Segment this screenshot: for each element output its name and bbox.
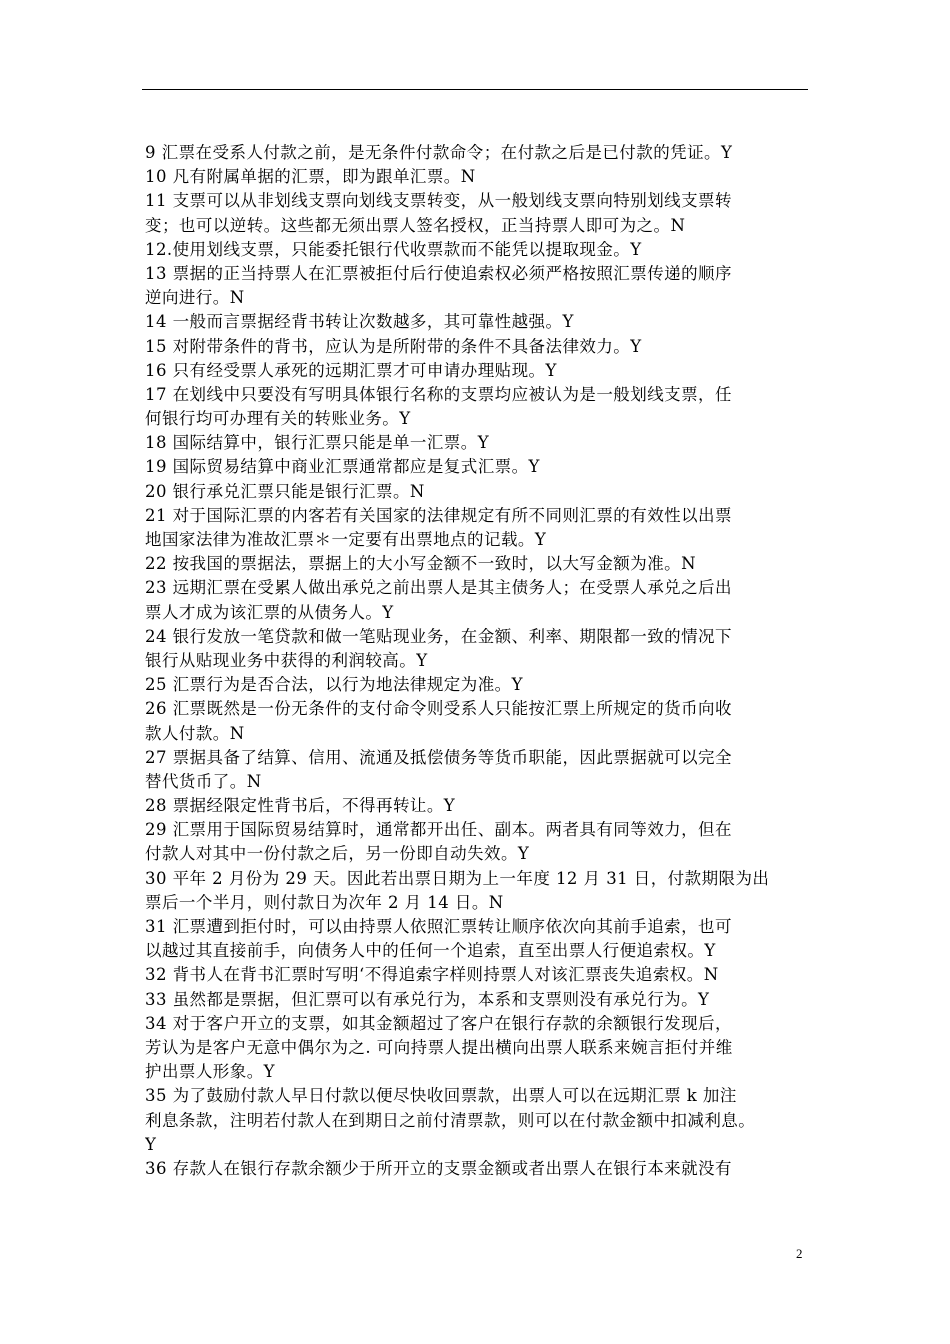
text-line: 10 凡有附属单据的汇票，即为跟单汇票。N [145,167,476,187]
text-line: 32 背书人在背书汇票时写明‘不得追索字样则持票人对该汇票丧失追索权。N [145,965,719,985]
text-line: 护出票人形象。Y [145,1062,275,1082]
text-line: 34 对于客户开立的支票，如其金额超过了客户在银行存款的余额银行发现后， [145,1013,732,1033]
text-line: 36 存款人在银行存款余额少于所开立的支票金额或者出票人在银行本来就没有 [145,1158,732,1178]
text-line: 24 银行发放一笔贷款和做一笔贴现业务，在金额、利率、期限都一致的情况下 [145,626,732,646]
text-line: 19 国际贸易结算中商业汇票通常都应是复式汇票。Y [145,457,540,477]
header-rule [142,89,808,90]
text-line: 27 票据具备了结算、信用、流通及抵偿债务等货币职能，因此票据就可以完全 [145,747,732,767]
text-line: 33 虽然都是票据，但汇票可以有承兑行为，本系和支票则没有承兑行为。Y [145,989,710,1009]
text-line: 款人付款。N [145,723,245,743]
text-line: 29 汇票用于国际贸易结算时，通常都开出任、副本。两者具有同等效力，但在 [145,820,732,840]
text-line: 18 国际结算中，银行汇票只能是单一汇票。Y [145,433,490,453]
text-line: 20 银行承兑汇票只能是银行汇票。N [145,481,425,501]
text-line: 30 平年 2 月份为 29 天。因此若出票日期为上一年度 12 月 31 日，付款期限为出 [145,868,770,888]
document-body [145,141,809,1181]
text-line: 票后一个半月，则付款日为次年 2 月 14 日。N [145,892,504,912]
text-line: 31 汇票遭到拒付时，可以由持票人依照汇票转让顺序依次向其前手追索，也可 [145,917,732,936]
text-line: 35 为了鼓励付款人早日付款以便尽快收回票款，出票人可以在远期汇票 k 加注 [145,1086,737,1106]
text-line: 17 在划线中只要没有写明具体银行名称的支票均应被认为是一般划线支票，任 [145,384,732,404]
text-line: 28 票据经限定性背书后，不得再转让。Y [145,796,456,816]
text-line: 变；也可以逆转。这些都无须出票人签名授权，正当持票人即可为之。N [145,215,686,235]
text-line: 芳认为是客户无意中偶尔为之. 可向持票人提出横向出票人联系来婉言拒付并维 [145,1037,733,1057]
text-line: Y [145,1134,157,1154]
text-line: 利息条款，注明若付款人在到期日之前付清票款，则可以在付款金额中扣减利息。 [145,1110,756,1130]
text-line: 付款人对其中一份付款之后，另一份即自动失效。Y [145,844,530,864]
text-line: 替代货币了。N [145,771,262,791]
text-line: 22 按我国的票据法，票据上的大小写金额不一致时，以大写金额为准。N [145,554,696,574]
text-line: 以越过其直接前手，向债务人中的任何一个追索，直至出票人行便追索权。Y [145,941,716,961]
text-line: 银行从贴现业务中获得的利润较高。Y [145,650,428,670]
text-line: 25 汇票行为是否合法，以行为地法律规定为准。Y [145,675,523,695]
page-number: 2 [796,1246,803,1261]
text-line: 何银行均可办理有关的转账业务。Y [145,409,411,429]
text-line: 16 只有经受票人承死的远期汇票才可申请办理贴现。Y [145,360,557,380]
text-line: 14 一般而言票据经背书转让次数越多，其可靠性越强。Y [145,312,574,332]
text-line: 26 汇票既然是一份无条件的支付命令则受系人只能按汇票上所规定的货币向收 [145,699,732,719]
text-line: 地国家法律为准故汇票＊一定要有出票地点的记载。Y [145,530,547,549]
text-line: 逆向进行。N [145,288,245,308]
text-line: 15 对附带条件的背书，应认为是所附带的条件不具备法律效力。Y [145,336,642,356]
text-line: 12.使用划线支票，只能委托银行代收票款而不能凭以提取现金。Y [145,239,642,259]
text-line: 票人才成为该汇票的从债务人。Y [145,602,394,622]
text-line: 13 票据的正当持票人在汇票被拒付后行使追索权必须严格按照汇票传递的顺序 [145,263,732,283]
text-line: 9 汇票在受系人付款之前，是无条件付款命令；在付款之后是已付款的凭证。Y [145,143,733,162]
text-line: 21 对于国际汇票的内客若有关国家的法律规定有所不同则汇票的有效性以出票 [145,505,732,525]
text-line: 23 远期汇票在受累人做出承兑之前出票人是其主债务人；在受票人承兑之后出 [145,578,732,598]
text-line: 11 支票可以从非划线支票向划线支票转变，从一般划线支票向特别划线支票转 [145,191,732,211]
